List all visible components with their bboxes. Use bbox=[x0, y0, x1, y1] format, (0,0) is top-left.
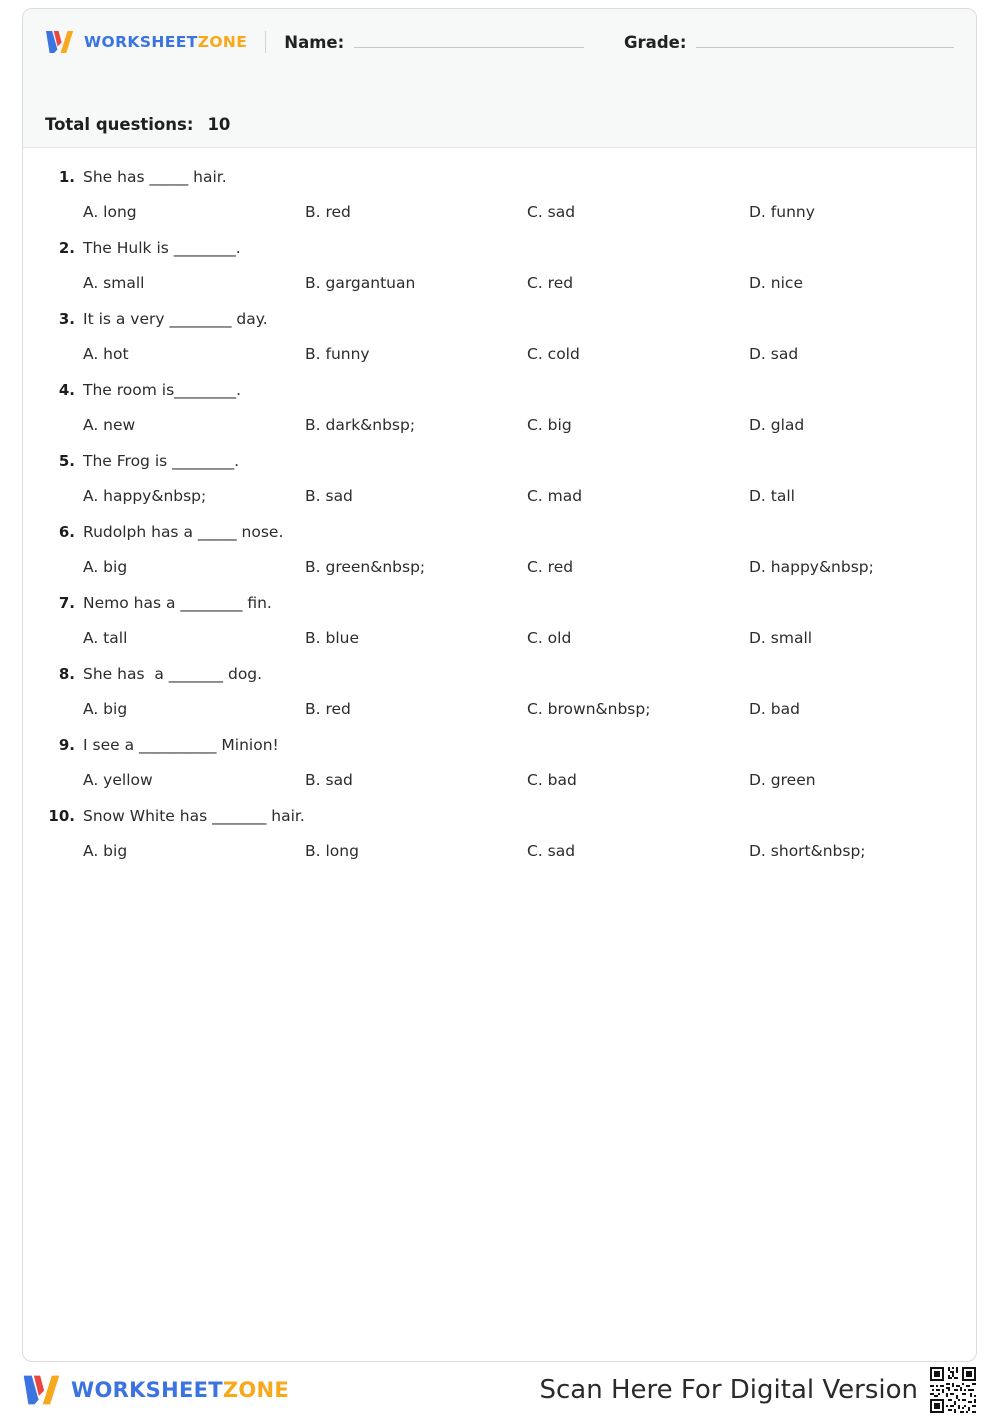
question-line bbox=[45, 736, 954, 754]
answer-option[interactable]: B. gargantuan bbox=[305, 274, 416, 292]
question-text: Snow White has _______ hair. bbox=[83, 807, 305, 825]
option-row bbox=[45, 558, 954, 576]
option-row bbox=[45, 487, 954, 505]
grade-field-label: Grade: bbox=[624, 33, 687, 52]
question-number: 6. bbox=[58, 523, 75, 541]
footer-scan-block bbox=[540, 1365, 979, 1415]
question-block bbox=[45, 736, 954, 789]
question-block bbox=[45, 381, 954, 434]
answer-option[interactable]: C. brown&nbsp; bbox=[527, 700, 651, 718]
question-number: 8. bbox=[58, 665, 75, 683]
question-block bbox=[45, 239, 954, 292]
answer-option[interactable]: C. sad bbox=[527, 842, 576, 860]
answer-option[interactable]: C. old bbox=[527, 629, 572, 647]
answer-option[interactable]: B. blue bbox=[305, 629, 359, 647]
question-text: She has _____ hair. bbox=[83, 168, 227, 186]
answer-option[interactable]: D. green bbox=[749, 771, 816, 789]
question-text: Rudolph has a _____ nose. bbox=[83, 523, 284, 541]
question-number: 3. bbox=[58, 310, 75, 328]
option-row bbox=[45, 345, 954, 363]
answer-option[interactable]: A. new bbox=[83, 416, 136, 434]
answer-option[interactable]: B. red bbox=[305, 203, 351, 221]
answer-option[interactable]: B. dark&nbsp; bbox=[305, 416, 416, 434]
answer-option[interactable]: D. glad bbox=[749, 416, 805, 434]
header-divider bbox=[265, 31, 266, 53]
question-block bbox=[45, 452, 954, 505]
question-number: 2. bbox=[58, 239, 75, 257]
grade-field[interactable] bbox=[624, 32, 954, 52]
question-text: It is a very ________ day. bbox=[83, 310, 268, 328]
answer-option[interactable]: D. funny bbox=[749, 203, 815, 221]
answer-option[interactable]: A. hot bbox=[83, 345, 129, 363]
question-text: She has a _______ dog. bbox=[83, 665, 263, 683]
answer-option[interactable]: C. bad bbox=[527, 771, 577, 789]
question-text: Nemo has a ________ fin. bbox=[83, 594, 272, 612]
question-number: 7. bbox=[58, 594, 75, 612]
name-field[interactable] bbox=[284, 32, 584, 52]
answer-option[interactable]: D. bad bbox=[749, 700, 800, 718]
question-text: The Frog is ________. bbox=[83, 452, 240, 470]
answer-option[interactable]: A. big bbox=[83, 558, 128, 576]
total-questions-value: 10 bbox=[207, 115, 231, 134]
option-row bbox=[45, 203, 954, 221]
brand-wordmark-secondary: ZONE bbox=[197, 33, 248, 51]
answer-option[interactable]: B. sad bbox=[305, 771, 353, 789]
answer-option[interactable]: A. small bbox=[83, 274, 145, 292]
total-questions-label: Total questions: bbox=[45, 115, 194, 134]
question-block bbox=[45, 523, 954, 576]
worksheet-card bbox=[22, 8, 977, 1362]
question-line bbox=[45, 807, 954, 825]
question-block bbox=[45, 665, 954, 718]
answer-option[interactable]: C. red bbox=[527, 274, 574, 292]
question-number: 5. bbox=[58, 452, 75, 470]
footer-brand-wordmark bbox=[71, 1378, 289, 1402]
question-line bbox=[45, 310, 954, 328]
name-field-line[interactable] bbox=[354, 32, 584, 48]
question-block bbox=[45, 168, 954, 221]
answer-option[interactable]: D. sad bbox=[749, 345, 799, 363]
answer-option[interactable]: D. small bbox=[749, 629, 813, 647]
worksheet-zone-logo-icon bbox=[45, 29, 75, 55]
answer-option[interactable]: A. tall bbox=[83, 629, 128, 647]
answer-option[interactable]: C. sad bbox=[527, 203, 576, 221]
page-footer bbox=[0, 1366, 1000, 1414]
answer-option[interactable]: A. big bbox=[83, 700, 128, 718]
question-line bbox=[45, 168, 954, 186]
option-row bbox=[45, 700, 954, 718]
name-field-label: Name: bbox=[284, 33, 345, 52]
brand-logo bbox=[45, 29, 247, 55]
question-number: 1. bbox=[58, 168, 75, 186]
answer-option[interactable]: D. tall bbox=[749, 487, 795, 505]
question-text: The room is________. bbox=[83, 381, 242, 399]
question-number: 9. bbox=[58, 736, 75, 754]
footer-wordmark-primary: WORKSHEET bbox=[71, 1378, 223, 1402]
footer-brand-logo bbox=[22, 1373, 289, 1407]
worksheet-zone-logo-icon bbox=[22, 1373, 62, 1407]
total-questions bbox=[45, 115, 230, 134]
option-row bbox=[45, 842, 954, 860]
answer-option[interactable]: D. short&nbsp; bbox=[749, 842, 866, 860]
question-block bbox=[45, 310, 954, 363]
questions-list bbox=[23, 148, 976, 860]
answer-option[interactable]: B. green&nbsp; bbox=[305, 558, 426, 576]
question-number: 10. bbox=[48, 807, 75, 825]
option-row bbox=[45, 274, 954, 292]
question-line bbox=[45, 523, 954, 541]
answer-option[interactable]: B. long bbox=[305, 842, 359, 860]
worksheet-header bbox=[23, 9, 976, 148]
brand-wordmark-primary: WORKSHEET bbox=[84, 33, 198, 51]
answer-option[interactable]: D. nice bbox=[749, 274, 803, 292]
answer-option[interactable]: A. long bbox=[83, 203, 137, 221]
qr-code-icon[interactable] bbox=[928, 1365, 978, 1415]
answer-option[interactable]: B. red bbox=[305, 700, 351, 718]
answer-option[interactable]: C. big bbox=[527, 416, 572, 434]
footer-wordmark-secondary: ZONE bbox=[222, 1378, 290, 1402]
option-row bbox=[45, 629, 954, 647]
scan-here-text: Scan Here For Digital Version bbox=[539, 1375, 918, 1405]
answer-option[interactable]: B. sad bbox=[305, 487, 353, 505]
question-block bbox=[45, 594, 954, 647]
question-line bbox=[45, 665, 954, 683]
question-line bbox=[45, 452, 954, 470]
question-line bbox=[45, 381, 954, 399]
option-row bbox=[45, 416, 954, 434]
question-text: The Hulk is ________. bbox=[83, 239, 241, 257]
header-top-row bbox=[23, 9, 976, 53]
answer-option[interactable]: A. big bbox=[83, 842, 128, 860]
answer-option[interactable]: C. red bbox=[527, 558, 574, 576]
question-text: I see a __________ Minion! bbox=[83, 736, 279, 754]
question-line bbox=[45, 239, 954, 257]
answer-option[interactable]: C. mad bbox=[527, 487, 583, 505]
answer-option[interactable]: D. happy&nbsp; bbox=[749, 558, 874, 576]
brand-wordmark bbox=[84, 33, 247, 51]
answer-option[interactable]: A. yellow bbox=[83, 771, 153, 789]
question-block bbox=[45, 807, 954, 860]
answer-option[interactable]: B. funny bbox=[305, 345, 370, 363]
question-number: 4. bbox=[58, 381, 75, 399]
grade-field-line[interactable] bbox=[696, 32, 954, 48]
answer-option[interactable]: A. happy&nbsp; bbox=[83, 487, 207, 505]
answer-option[interactable]: C. cold bbox=[527, 345, 580, 363]
option-row bbox=[45, 771, 954, 789]
question-line bbox=[45, 594, 954, 612]
